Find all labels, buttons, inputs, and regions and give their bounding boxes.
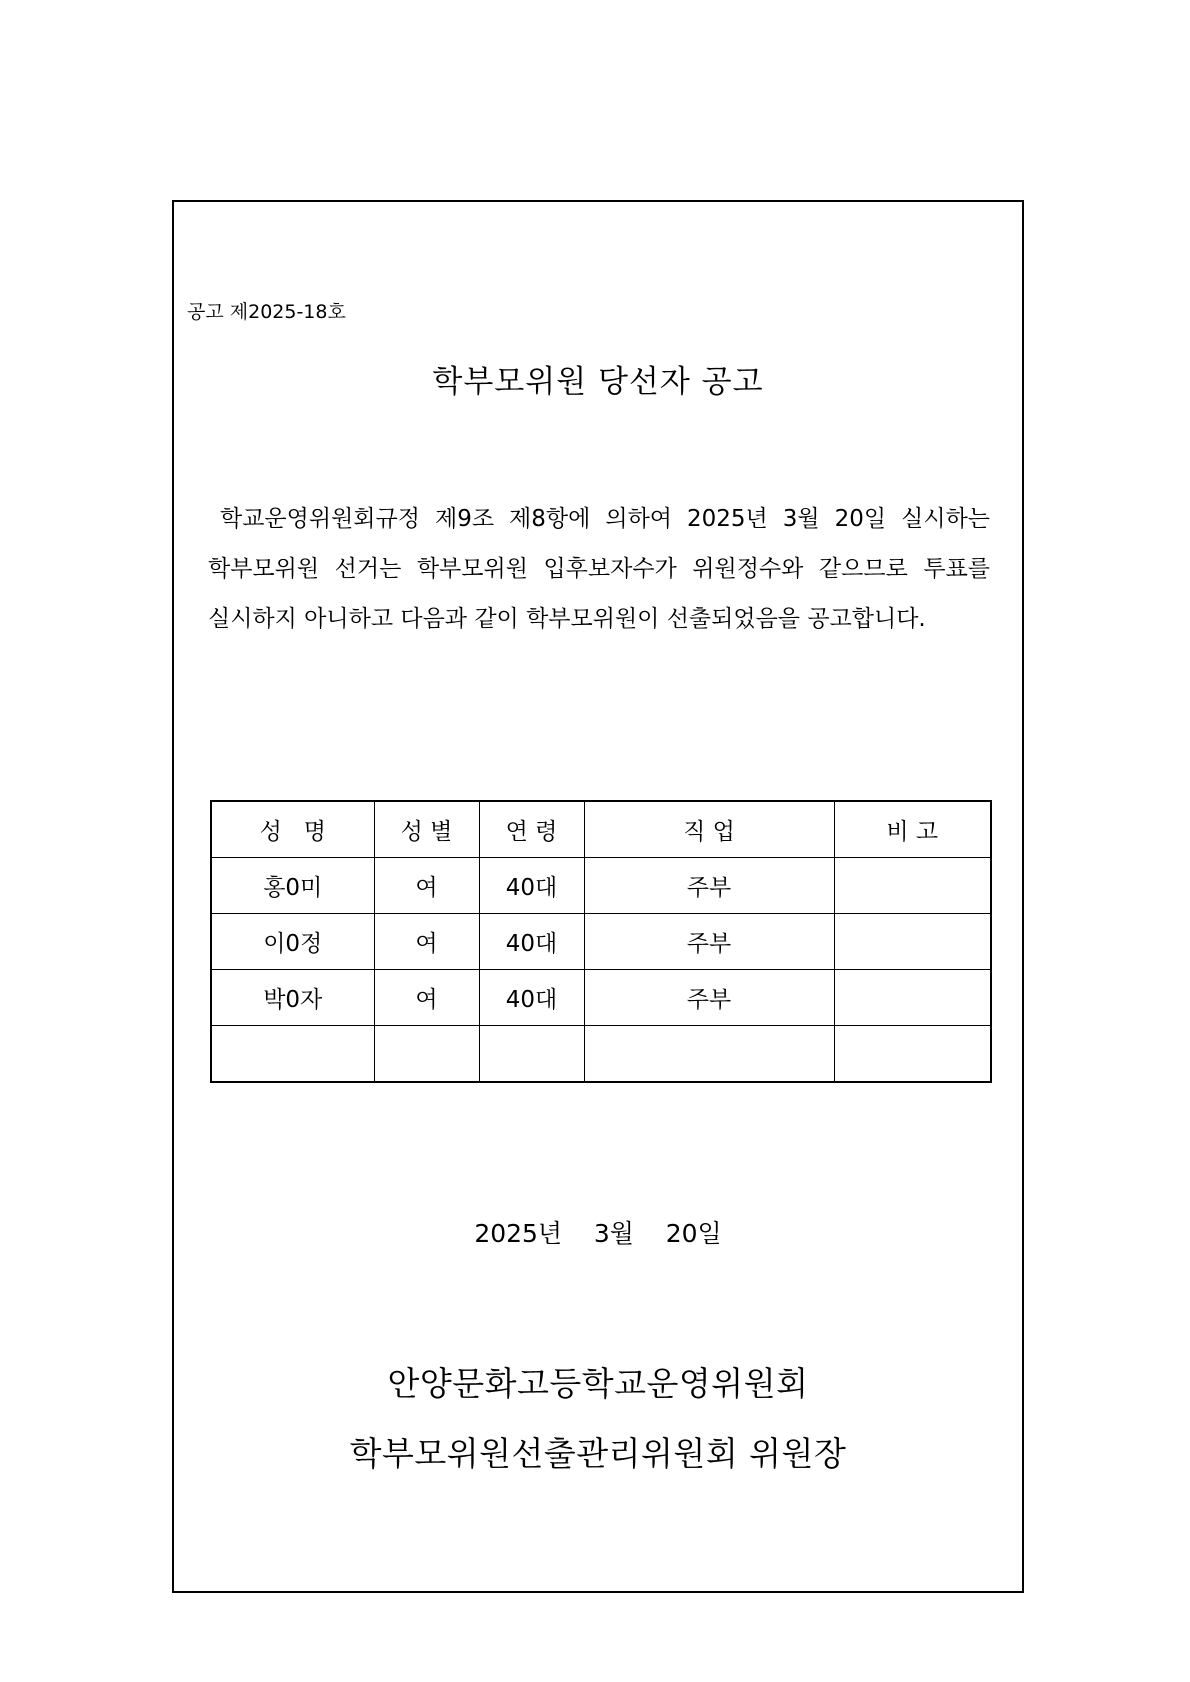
cell-name [211,1026,374,1083]
cell-gender: 여 [374,858,479,914]
notice-number: 공고 제2025-18호 [187,301,346,323]
cell-gender: 여 [374,970,479,1026]
page-title: 학부모위원 당선자 공고 [432,364,764,400]
header-age: 연 령 [479,801,584,858]
cell-name: 이0정 [211,914,374,970]
cell-job: 주부 [584,858,834,914]
cell-name: 홍0미 [211,858,374,914]
notice-body: 학교운영위원회규정 제9조 제8항에 의하여 2025년 3월 20일 실시하는 학부모위원 선거는 학부모위원 입후보자수가 위원정수와 같으므로 투표를 실시하지 아니하고 다음과 같이 학부모위원이 선출되었음을 공고합니다. [208,506,990,632]
cell-age: 40대 [479,914,584,970]
cell-age: 40대 [479,858,584,914]
cell-name: 박0자 [211,970,374,1026]
cell-note [834,914,991,970]
cell-job: 주부 [584,970,834,1026]
table-row [211,1026,991,1083]
table-header-row [211,801,991,858]
signatory-title: 학부모위원선출관리위원회 위원장 [349,1434,847,1473]
header-name: 성 명 [211,801,374,858]
table-row [211,858,991,914]
cell-job [584,1026,834,1083]
header-gender: 성 별 [374,801,479,858]
cell-gender [374,1026,479,1083]
cell-note [834,1026,991,1083]
cell-note [834,970,991,1026]
issuing-organization: 안양문화고등학교운영위원회 [387,1364,809,1403]
cell-note [834,858,991,914]
cell-gender: 여 [374,914,479,970]
notice-date: 2025년 3월 20일 [474,1219,722,1248]
elected-members-table [210,800,992,1083]
table-row [211,914,991,970]
header-note: 비 고 [834,801,991,858]
header-job: 직 업 [584,801,834,858]
cell-job: 주부 [584,914,834,970]
cell-age: 40대 [479,970,584,1026]
cell-age [479,1026,584,1083]
table-row [211,970,991,1026]
